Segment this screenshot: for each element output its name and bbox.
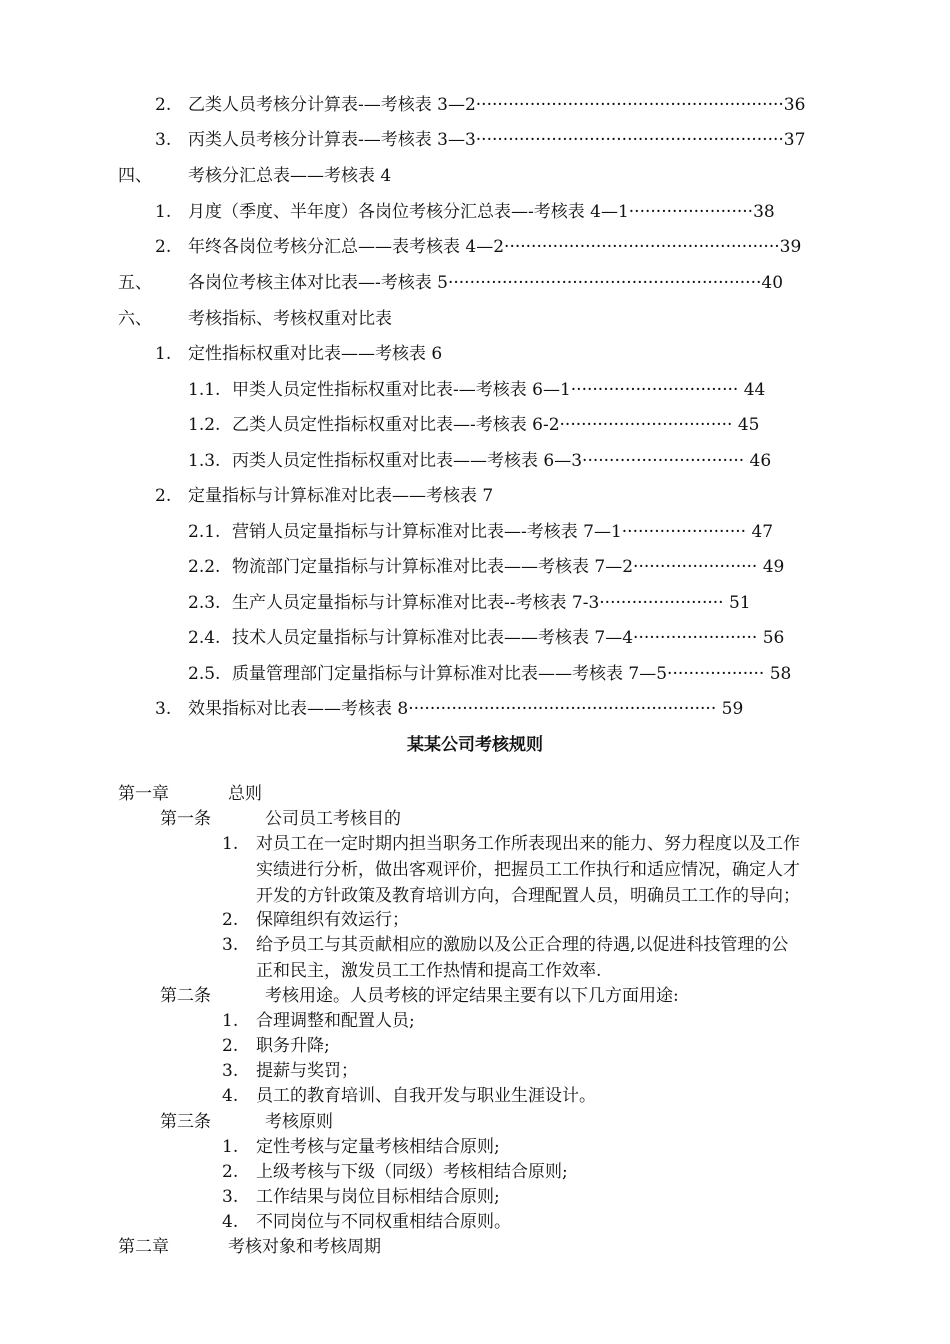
toc-entry-text: 各岗位考核主体对比表—-考核表 5··························································40 <box>188 273 784 293</box>
toc-entry-text: 乙类人员考核分计算表-—考核表 3—2·························································36 <box>188 95 806 115</box>
chapter-label: 第二章 <box>118 1237 169 1257</box>
toc-entry-text: 考核分汇总表——考核表 4 <box>188 166 392 186</box>
chapter-label: 第一章 <box>118 784 169 804</box>
toc-entry-text: 考核指标、考核权重对比表 <box>188 309 392 329</box>
toc-number: 2.5. <box>188 664 221 684</box>
toc-entry-text: 技术人员定量指标与计算标准对比表——考核表 7—4······················· 56 <box>232 628 785 648</box>
list-item-text: 提薪与奖罚； <box>256 1061 358 1081</box>
article-label: 第二条 <box>160 986 211 1006</box>
toc-number: 2.3. <box>188 593 221 613</box>
article-label: 第一条 <box>160 809 211 829</box>
toc-entry-text: 效果指标对比表——考核表 8························································· 59 <box>188 699 744 719</box>
toc-entry-text: 丙类人员定性指标权重对比表——考核表 6—3······························ 46 <box>232 451 772 471</box>
toc-number: 1.2. <box>188 415 221 435</box>
toc-entry-text: 乙类人员定性指标权重对比表—-考核表 6-2································ 45 <box>232 415 760 435</box>
toc-entry-text: 质量管理部门定量指标与计算标准对比表——考核表 7—5·················· 58 <box>232 664 792 684</box>
toc-number: 1. <box>155 202 172 222</box>
toc-number: 2.1. <box>188 522 221 542</box>
list-item-text: 定性考核与定量考核相结合原则; <box>256 1137 500 1157</box>
list-item-line: 正和民主，激发员工工作热情和提高工作效率. <box>256 961 602 981</box>
list-number: 2. <box>222 1162 239 1182</box>
list-number: 2. <box>222 1036 239 1056</box>
list-item-text: 不同岗位与不同权重相结合原则。 <box>256 1212 511 1232</box>
toc-entry-text: 营销人员定量指标与计算标准对比表—-考核表 7—1······················· 47 <box>232 522 774 542</box>
list-number: 1. <box>222 1011 239 1031</box>
toc-number: 五、 <box>118 273 152 293</box>
list-item-text: 上级考核与下级（同级）考核相结合原则; <box>256 1162 568 1182</box>
toc-number: 1.1. <box>188 380 221 400</box>
article-title: 公司员工考核目的 <box>265 809 401 829</box>
document-title: 某某公司考核规则 <box>407 735 543 755</box>
toc-number: 3. <box>155 699 172 719</box>
list-item-line: 开发的方针政策及教育培训方向，合理配置人员，明确员工工作的导向； <box>256 886 800 906</box>
list-number: 3. <box>222 935 239 955</box>
list-item-text: 员工的教育培训、自我开发与职业生涯设计。 <box>256 1086 596 1106</box>
list-item-line: 实绩进行分析，做出客观评价，把握员工工作执行和适应情况，确定人才 <box>256 860 800 880</box>
toc-number: 1.3. <box>188 451 221 471</box>
toc-number: 六、 <box>118 309 152 329</box>
toc-entry-text: 定量指标与计算标准对比表——考核表 7 <box>188 486 494 506</box>
list-number: 1. <box>222 834 239 854</box>
list-item-text: 职务升降; <box>256 1036 330 1056</box>
toc-number: 2. <box>155 95 172 115</box>
toc-entry <box>155 93 171 117</box>
toc-entry-text: 丙类人员考核分计算表-—考核表 3—3·························································37 <box>188 130 806 150</box>
toc-number: 四、 <box>118 166 152 186</box>
toc-entry-text: 生产人员定量指标与计算标准对比表--考核表 7-3······················· 51 <box>232 593 751 613</box>
toc-entry-text: 年终各岗位考核分汇总——表考核表 4—2···················································39 <box>188 237 802 257</box>
list-item-text: 工作结果与岗位目标相结合原则; <box>256 1187 500 1207</box>
chapter-title: 考核对象和考核周期 <box>228 1237 381 1257</box>
chapter-title: 总则 <box>228 784 262 804</box>
list-number: 2. <box>222 910 239 930</box>
toc-number: 2.4. <box>188 628 221 648</box>
list-number: 3. <box>222 1061 239 1081</box>
list-number: 4. <box>222 1212 239 1232</box>
article-title: 考核原则 <box>265 1112 333 1132</box>
article-label: 第三条 <box>160 1112 211 1132</box>
list-number: 1. <box>222 1137 239 1157</box>
article-title: 考核用途。人员考核的评定结果主要有以下几方面用途: <box>265 986 679 1006</box>
toc-number: 2. <box>155 486 172 506</box>
toc-entry-text: 物流部门定量指标与计算标准对比表——考核表 7—2······················· 49 <box>232 557 785 577</box>
toc-entry-text: 月度（季度、半年度）各岗位考核分汇总表—-考核表 4—1·······················38 <box>188 202 775 222</box>
toc-number: 3. <box>155 130 172 150</box>
toc-number: 1. <box>155 344 172 364</box>
toc-entry-text: 定性指标权重对比表——考核表 6 <box>188 344 443 364</box>
toc-entry-text: 甲类人员定性指标权重对比表-—考核表 6—1······························· 44 <box>232 380 766 400</box>
list-item-line: 保障组织有效运行； <box>256 910 409 930</box>
list-item-line: 给予员工与其贡献相应的激励以及公正合理的待遇,以促进科技管理的公 <box>256 935 789 955</box>
list-number: 4. <box>222 1086 239 1106</box>
toc-number: 2.2. <box>188 557 221 577</box>
list-item-text: 合理调整和配置人员; <box>256 1011 415 1031</box>
list-number: 3. <box>222 1187 239 1207</box>
list-item-line: 对员工在一定时期内担当职务工作所表现出来的能力、努力程度以及工作 <box>256 834 800 854</box>
toc-number: 2. <box>155 237 172 257</box>
